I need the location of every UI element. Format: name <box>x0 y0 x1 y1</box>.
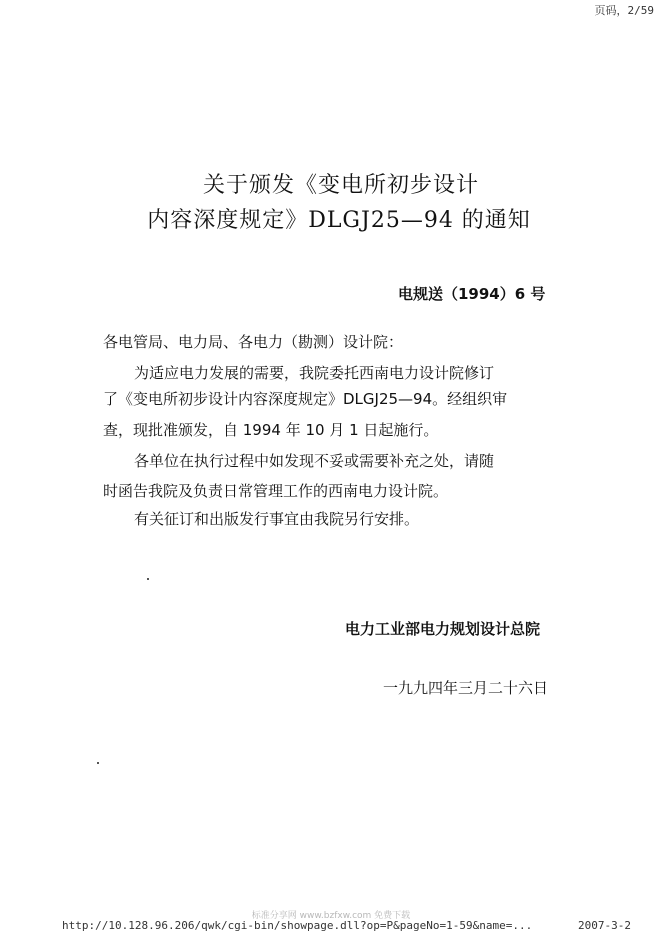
body-paragraph-1-line-3: 查，现批准颁发，自 1994 年 10 月 1 日起施行。 <box>103 421 439 439</box>
body-paragraph-3: 有关征订和出版发行事宜由我院另行安排。 <box>134 510 420 528</box>
body-paragraph-2-line-2: 时函告我院及负责日常管理工作的西南电力设计院。 <box>103 482 449 500</box>
body-paragraph-2-line-1: 各单位在执行过程中如发现不妥或需要补充之处，请随 <box>134 452 495 470</box>
body-paragraph-1-line-1: 为适应电力发展的需要，我院委托西南电力设计院修订 <box>134 364 495 382</box>
watermark: 标准分享网 www.bzfxw.com 免费下载 <box>251 911 411 921</box>
scan-speck <box>97 762 99 764</box>
salutation: 各电管局、电力局、各电力（勘测）设计院： <box>103 333 404 351</box>
body-paragraph-1-line-2: 了《变电所初步设计内容深度规定》DLGJ25—94。经组织审 <box>103 390 508 408</box>
scan-speck <box>147 578 149 580</box>
page-number: 页码，2/59 <box>594 4 654 17</box>
title-line-1: 关于颁发《变电所初步设计 <box>202 173 479 198</box>
footer-date: 2007-3-2 <box>578 919 631 932</box>
document-number: 电规送（1994）6 号 <box>398 285 546 303</box>
footer-url: http://10.128.96.206/qwk/cgi-bin/showpage.dll?op=P&pageNo=1-59&name=... <box>62 919 533 932</box>
issuer-signature: 电力工业部电力规划设计总院 <box>345 620 541 638</box>
issue-date: 一九九四年三月二十六日 <box>383 679 549 697</box>
title-line-2: 内容深度规定》DLGJ25—94 的通知 <box>147 208 531 233</box>
